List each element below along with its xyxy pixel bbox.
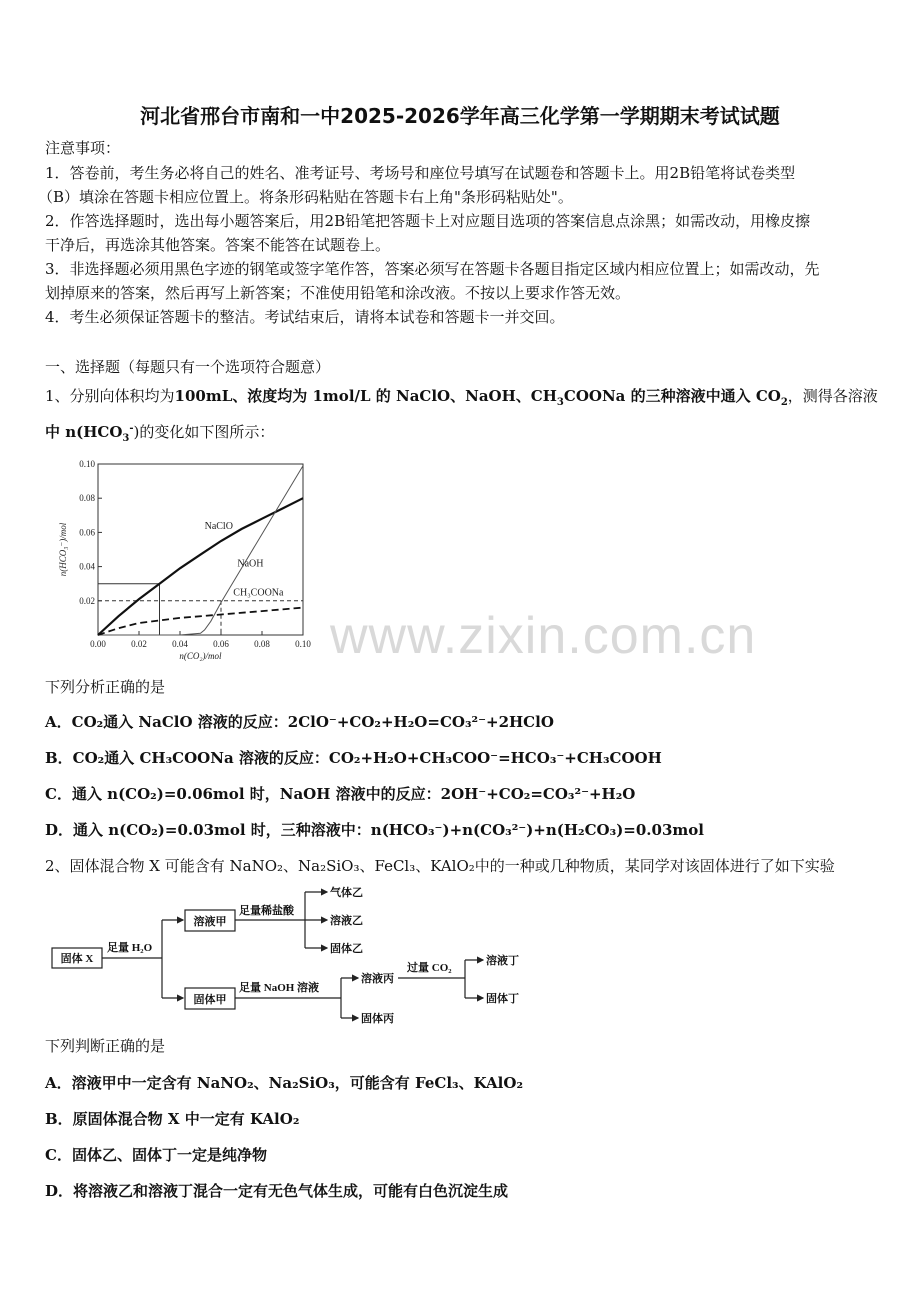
q1-stem-a3: COONa 的三种溶液中通入 CO: [563, 387, 781, 405]
notice-heading: 注意事项：: [45, 139, 121, 157]
q1-option-b: B．CO₂通入 CH₃COONa 溶液的反应：CO₂+H₂O+CH₃COO⁻=HCO₃⁻+CH₃COOH: [45, 749, 662, 767]
flow-solid-d: 固体丁: [486, 993, 519, 1005]
notice-item-4: 4．考生必须保证答题卡的整洁。考试结束后，请将本试卷和答题卡一并交回。: [45, 308, 565, 326]
flow-solution-a: 溶液甲: [193, 916, 227, 928]
watermark: www.zixin.com.cn: [330, 607, 757, 665]
x-tick-label: 0.10: [295, 639, 311, 649]
series-label: NaOH: [237, 558, 264, 570]
flow-solution-c: 溶液丙: [361, 973, 394, 985]
page-title: 河北省邢台市南和一中2025-2026学年高三化学第一学期期末考试试题: [140, 104, 780, 128]
flow-naoh: 足量 NaOH 溶液: [239, 982, 320, 994]
q1-stem-line1: 1、分别向体积均为100mL、浓度均为 1mol/L 的 NaClO、NaOH、$CH_3COONa$ 的三种溶液中通入 $CO_2$，测得各溶液: [45, 387, 878, 408]
x-tick-label: 0.06: [213, 639, 229, 649]
flow-solid-b: 固体乙: [330, 943, 363, 955]
flow-gas-b: 气体乙: [330, 887, 363, 899]
y-tick-label: 0.06: [79, 527, 95, 538]
flow-solid-c: 固体丙: [361, 1013, 394, 1025]
y-tick-label: 0.04: [79, 561, 95, 572]
q2-option-d: D．将溶液乙和溶液丁混合一定有无色气体生成，可能有白色沉淀生成: [45, 1182, 509, 1200]
y-tick-label: 0.08: [79, 493, 95, 504]
flow-solid-a: 固体甲: [193, 994, 227, 1006]
q1-stem-a2: 100mL、浓度均为 1mol/L 的 NaClO、NaOH、CH: [174, 387, 557, 405]
x-tick-label: 0.04: [172, 639, 188, 649]
series-label: CH₃COONa: [233, 587, 284, 599]
y-tick-label: 0.10: [79, 459, 95, 469]
notice-item-2a: 2．作答选择题时，选出每小题答案后，用2B铅笔把答题卡上对应题目选项的答案信息点涂黑；如需改动，用橡皮擦: [45, 212, 811, 230]
flow-solid-x: 固体 X: [60, 953, 94, 965]
q2-prompt: 下列判断正确的是: [45, 1037, 166, 1055]
q1-option-d: D．通入 n(CO₂)=0.03mol 时，三种溶液中：n(HCO₃⁻)+n(CO₃²⁻)+n(H₂CO₃)=0.03mol: [45, 821, 704, 839]
q1-option-a: A．CO₂通入 NaClO 溶液的反应：2ClO⁻+CO₂+H₂O=CO₃²⁻+2HClO: [45, 713, 554, 731]
q1-stem-b1: 中 n(HCO: [45, 423, 123, 441]
x-axis-label: n(CO₂)/mol: [179, 651, 222, 661]
q1-prompt: 下列分析正确的是: [45, 678, 166, 696]
flow-solution-d: 溶液丁: [486, 955, 519, 967]
q1-stem-b2: )的变化如下图所示：: [133, 423, 275, 441]
q1-stem-a1: 1、分别向体积均为: [45, 387, 175, 405]
q2-stem: 2、固体混合物 X 可能含有 NaNO₂、Na₂SiO₃、FeCl₃、KAlO₂中的一种或几种物质，某同学对该固体进行了如下实验: [45, 857, 835, 875]
flow-hcl: 足量稀盐酸: [239, 905, 294, 917]
y-axis-label: n(HCO₃⁻)/mol: [58, 522, 68, 577]
series-line-CH₃COONa: [98, 608, 303, 635]
q1-stem-line2: 中 $n(HCO_3^-)$的变化如下图所示：: [45, 423, 275, 444]
notice-item-1b: （B）填涂在答题卡相应位置上。将条形码粘贴在答题卡右上角"条形码粘贴处"。: [38, 188, 573, 206]
notice-item-3a: 3．非选择题必须用黑色字迹的钢笔或签字笔作答，答案必须写在答题卡各题目指定区域内相应位置上；如需改动，先: [45, 260, 820, 278]
notice-item-1a: 1．答卷前，考生务必将自己的姓名、准考证号、考场号和座位号填写在试题卷和答题卡上。用2B铅笔将试卷类型: [45, 164, 796, 182]
q1-option-c: C．通入 n(CO₂)=0.06mol 时，NaOH 溶液中的反应：2OH⁻+CO₂=CO₃²⁻+H₂O: [45, 785, 636, 803]
notice-item-2b: 干净后，再选涂其他答案。答案不能答在试题卷上。: [45, 236, 391, 254]
notice-item-3b: 划掉原来的答案，然后再写上新答案；不准使用铅笔和涂改液。不按以上要求作答无效。: [45, 284, 631, 302]
series-line-NaClO: [98, 498, 303, 635]
flow-solution-b: 溶液乙: [330, 915, 363, 927]
x-tick-label: 0.00: [90, 639, 106, 649]
x-tick-label: 0.02: [131, 639, 147, 649]
q2-option-c: C．固体乙、固体丁一定是纯净物: [45, 1146, 267, 1164]
flow-water: 足量 H₂O: [107, 942, 153, 954]
x-tick-label: 0.08: [254, 639, 270, 649]
q2-flow-diagram: [45, 880, 545, 1030]
flow-co2: 过量 CO₂: [407, 962, 452, 974]
q1-stem-a4: ，测得各溶液: [787, 387, 878, 405]
q2-option-b: B．原固体混合物 X 中一定有 KAlO₂: [45, 1110, 300, 1128]
series-label: NaClO: [204, 520, 233, 532]
q1-chart: [48, 452, 318, 662]
section-heading: 一、选择题（每题只有一个选项符合题意）: [45, 358, 331, 376]
y-tick-label: 0.02: [79, 595, 95, 606]
q2-option-a: A．溶液甲中一定含有 NaNO₂、Na₂SiO₃，可能含有 FeCl₃、KAlO₂: [45, 1074, 524, 1092]
